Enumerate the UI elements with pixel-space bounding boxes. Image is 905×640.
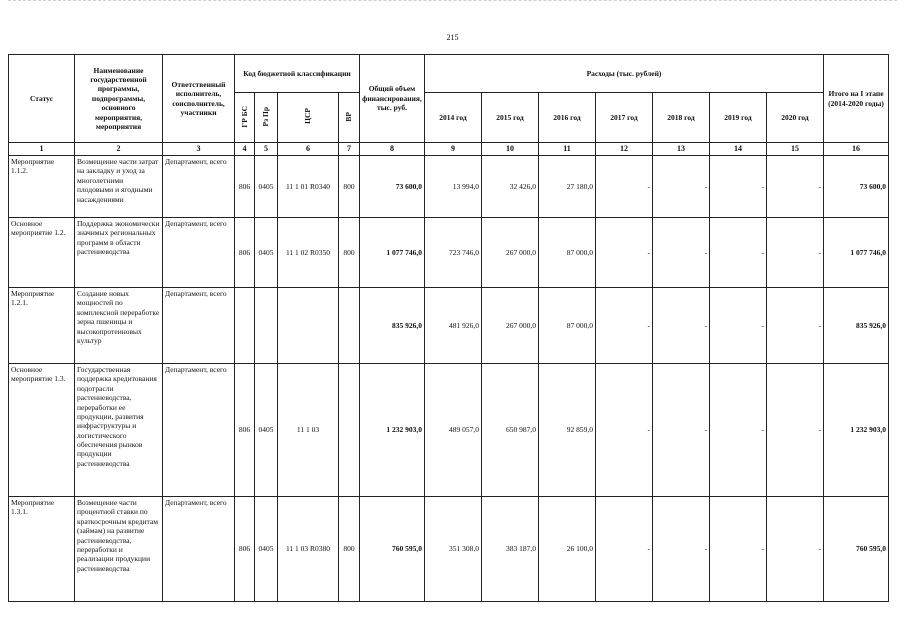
row-vr: 800 [339,218,360,288]
row-2015: 32 426,0 [482,156,539,218]
row-total: 73 600,0 [360,156,425,218]
header-expenses: Расходы (тыс. рублей) [425,55,824,93]
row-2018: - [653,288,710,364]
row-2014: 723 746,0 [425,218,482,288]
row-grbs: 806 [235,364,255,497]
column-number-row [9,143,889,156]
row-total: 1 232 903,0 [360,364,425,497]
column-number: 7 [339,143,360,156]
budget-table [8,54,889,602]
header-name: Наименование государственной программы, подпрограммы, основного мероприятия, мероприятия [75,55,163,143]
row-grbs: 806 [235,156,255,218]
row-total: 835 926,0 [360,288,425,364]
row-2015: 650 987,0 [482,364,539,497]
row-csr: 11 1 01 R0340 [278,156,339,218]
row-name: Возмещение части процентной ставки по краткосрочным кредитам (займам) на развитие растениеводства, переработки и реализации продукции растениеводства [75,497,163,602]
scan-top-edge [8,0,897,2]
header-year: 2020 год [767,93,824,143]
row-rzpr: 0405 [255,497,278,602]
column-number: 10 [482,143,539,156]
header-vr: ВР [339,93,360,143]
column-number: 16 [824,143,889,156]
row-2017: - [596,156,653,218]
row-responsible: Департамент, всего [163,364,235,497]
row-rzpr: 0405 [255,156,278,218]
row-2014: 481 926,0 [425,288,482,364]
page-number: 215 [446,33,459,42]
row-2020: - [767,364,824,497]
row-2014: 489 057,0 [425,364,482,497]
row-2016: 87 000,0 [539,288,596,364]
row-2018: - [653,156,710,218]
row-2020: - [767,288,824,364]
column-number: 9 [425,143,482,156]
column-number: 13 [653,143,710,156]
column-number: 4 [235,143,255,156]
row-vr: 800 [339,156,360,218]
row-stage-total: 73 600,0 [824,156,889,218]
table-row [9,364,889,497]
row-2019: - [710,156,767,218]
row-2019: - [710,288,767,364]
header-year: 2017 год [596,93,653,143]
row-total: 760 595,0 [360,497,425,602]
row-responsible: Департамент, всего [163,156,235,218]
column-number: 1 [9,143,75,156]
table-row [9,288,889,364]
header-rzpr: Рз Пр [255,93,278,143]
row-status: Мероприятие 1.1.2. [9,156,75,218]
table-row [9,156,889,218]
row-csr: 11 1 03 R0380 [278,497,339,602]
column-number: 5 [255,143,278,156]
row-2019: - [710,497,767,602]
row-2017: - [596,218,653,288]
table-row [9,497,889,602]
header-year: 2014 год [425,93,482,143]
row-2019: - [710,364,767,497]
row-stage-total: 1 232 903,0 [824,364,889,497]
table-row [9,218,889,288]
row-2017: - [596,364,653,497]
row-stage-total: 760 595,0 [824,497,889,602]
header-stage-total: Итого на I этапе (2014-2020 годы) [824,55,889,143]
row-2014: 351 308,0 [425,497,482,602]
row-2015: 383 187,0 [482,497,539,602]
column-number: 6 [278,143,339,156]
header-row-top [9,55,889,93]
row-2016: 87 000,0 [539,218,596,288]
row-vr [339,288,360,364]
column-number: 12 [596,143,653,156]
row-status: Мероприятие 1.3.1. [9,497,75,602]
row-name: Создание новых мощностей по комплексной переработке зерна пшеницы и высокопротеиновых культур [75,288,163,364]
row-grbs: 806 [235,497,255,602]
row-name: Возмещение части затрат на закладку и уход за многолетними плодовыми и ягодными насаждениями [75,156,163,218]
row-2020: - [767,156,824,218]
row-grbs: 806 [235,218,255,288]
row-2020: - [767,497,824,602]
row-stage-total: 1 077 746,0 [824,218,889,288]
header-budget-code: Код бюджетной классификации [235,55,360,93]
row-2018: - [653,218,710,288]
row-2020: - [767,218,824,288]
row-2017: - [596,497,653,602]
header-grbs: ГР БС [235,93,255,143]
header-year: 2015 год [482,93,539,143]
row-status: Основное мероприятие 1.2. [9,218,75,288]
column-number: 3 [163,143,235,156]
row-name: Государственная поддержка кредитования подотрасли растениеводства, переработки ее продукции, развития инфраструктуры и логистического обеспечения рынков продукции растениеводства [75,364,163,497]
row-total: 1 077 746,0 [360,218,425,288]
header-year: 2018 год [653,93,710,143]
row-vr [339,364,360,497]
header-csr: ЦСР [278,93,339,143]
column-number: 15 [767,143,824,156]
row-2015: 267 000,0 [482,218,539,288]
row-name: Поддержка экономически значимых региональных программ в области растениеводства [75,218,163,288]
row-2018: - [653,497,710,602]
row-responsible: Департамент, всего [163,288,235,364]
row-csr: 11 1 03 [278,364,339,497]
row-stage-total: 835 926,0 [824,288,889,364]
row-csr: 11 1 02 R0350 [278,218,339,288]
row-2014: 13 994,0 [425,156,482,218]
row-vr: 800 [339,497,360,602]
row-2019: - [710,218,767,288]
row-responsible: Департамент, всего [163,218,235,288]
row-2016: 26 100,0 [539,497,596,602]
row-2018: - [653,364,710,497]
row-2016: 27 180,0 [539,156,596,218]
header-status: Статус [9,55,75,143]
row-2015: 267 000,0 [482,288,539,364]
row-rzpr: 0405 [255,218,278,288]
header-year: 2016 год [539,93,596,143]
header-responsible: Ответственный исполнитель, соисполнитель, участники [163,55,235,143]
row-2016: 92 859,0 [539,364,596,497]
row-responsible: Департамент, всего [163,497,235,602]
row-grbs [235,288,255,364]
column-number: 8 [360,143,425,156]
column-number: 14 [710,143,767,156]
column-number: 2 [75,143,163,156]
row-rzpr: 0405 [255,364,278,497]
column-number: 11 [539,143,596,156]
header-year: 2019 год [710,93,767,143]
row-csr [278,288,339,364]
header-total-volume: Общий объем финансирования, тыс. руб. [360,55,425,143]
row-status: Основное мероприятие 1.3. [9,364,75,497]
row-2017: - [596,288,653,364]
row-status: Мероприятие 1.2.1. [9,288,75,364]
row-rzpr [255,288,278,364]
